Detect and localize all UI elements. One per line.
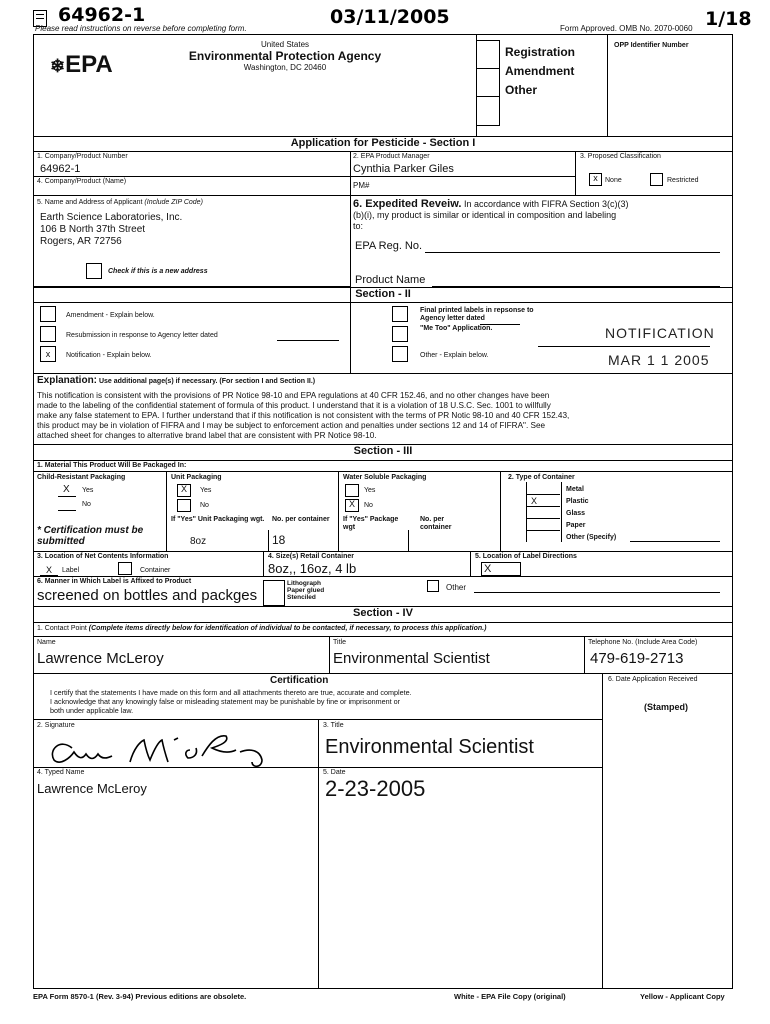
explanation-line: made to the labeling of the confidential statement of formula of this product. I understand that it is a violation of 18 U.S.C. Sec. 1001 to willfully bbox=[37, 401, 551, 410]
water-soluble-label: Water Soluble Packaging bbox=[343, 474, 427, 481]
litho-options bbox=[287, 580, 324, 601]
container-type-box bbox=[526, 482, 562, 542]
section2-title: Section - II bbox=[355, 288, 411, 300]
net-contents-label: 3. Location of Net Contents Information bbox=[37, 553, 169, 560]
type-box bbox=[476, 40, 500, 126]
company-product-number-label: 1. Company/Product Number bbox=[37, 153, 128, 160]
form-frame bbox=[33, 34, 733, 989]
resubmission-checkbox[interactable] bbox=[40, 326, 56, 342]
resubmission-label: Resubmission in response to Agency letter dated bbox=[66, 332, 218, 339]
agency-line3: Washington, DC 20460 bbox=[243, 63, 327, 72]
agency-line1: United States bbox=[260, 40, 310, 49]
section3-title: Section - III bbox=[353, 445, 413, 457]
manner-other-label: Other bbox=[446, 583, 467, 592]
no-per-container-value[interactable]: 18 bbox=[272, 533, 286, 547]
applicant-address[interactable] bbox=[40, 212, 182, 248]
litho-paper-glued: Paper glued bbox=[287, 587, 325, 594]
water-yes: Yes bbox=[364, 487, 376, 494]
explanation-line: attached sheet for changes to alterrative brand label that are consistent with PR Notice 98-10. bbox=[37, 431, 377, 440]
container-glass: Glass bbox=[566, 510, 586, 517]
option-amendment[interactable]: Amendment bbox=[505, 64, 575, 78]
unit-yes: Yes bbox=[200, 487, 212, 494]
litho-checkbox[interactable] bbox=[263, 580, 285, 606]
material-label: 1. Material This Product Will Be Packaged In: bbox=[37, 462, 187, 469]
new-address-label: Check if this is a new address bbox=[108, 268, 208, 275]
label-manner-label: 6. Manner in Which Label is Affixed to Product bbox=[37, 578, 192, 585]
sizes-label: 4. Size(s) Retail Container bbox=[268, 553, 354, 560]
contact-title-label: Title bbox=[333, 639, 346, 646]
signature-title-label: 3. Title bbox=[323, 722, 344, 729]
crp-yes-mark[interactable]: X bbox=[63, 484, 70, 495]
handwritten-date: 03/11/2005 bbox=[330, 6, 450, 28]
amendment-label: Amendment - Explain below. bbox=[66, 312, 155, 319]
label-directions-checkbox[interactable]: X bbox=[481, 562, 521, 576]
typed-name[interactable]: Lawrence McLeroy bbox=[37, 781, 147, 796]
litho-lithograph: Lithograph bbox=[287, 580, 321, 587]
signature[interactable] bbox=[40, 728, 300, 768]
certification-note: * Certification must be submitted bbox=[37, 525, 144, 547]
container-metal: Metal bbox=[566, 486, 584, 493]
footer-form-number: EPA Form 8570-1 (Rev. 3-94) Previous editions are obsolete. bbox=[33, 992, 247, 1001]
section1-title: Application for Pesticide - Section I bbox=[290, 137, 476, 149]
address-line3: Rogers, AR 72756 bbox=[40, 236, 122, 247]
other-label: Other - Explain below. bbox=[420, 352, 489, 359]
container-plastic: Plastic bbox=[566, 498, 589, 505]
stamped-label: (Stamped) bbox=[644, 702, 689, 712]
footer-white-copy: White - EPA File Copy (original) bbox=[454, 992, 566, 1001]
other-checkbox[interactable] bbox=[392, 346, 408, 362]
signature-stroke bbox=[52, 736, 262, 766]
amendment-checkbox[interactable] bbox=[40, 306, 56, 322]
certification-title: Certification bbox=[270, 675, 329, 686]
container-type-options bbox=[566, 484, 616, 544]
manner-other-field[interactable] bbox=[474, 592, 720, 593]
container-other-field[interactable] bbox=[630, 541, 720, 542]
package-weight-label: If "Yes" Package wgt bbox=[343, 516, 399, 531]
net-contents-container-option: Container bbox=[140, 567, 171, 574]
notification-checkbox[interactable]: x bbox=[40, 346, 56, 362]
epa-reg-no-label: EPA Reg. No. bbox=[355, 240, 423, 252]
certification-line: I acknowledge that any knowingly false or misleading statement may be punishable by fine or imprisonment or bbox=[50, 697, 400, 706]
crp-no: No bbox=[82, 501, 91, 508]
label-mark[interactable]: X bbox=[46, 565, 53, 575]
crp-yes: Yes bbox=[82, 487, 94, 494]
applicant-address-label: 5. Name and Address of Applicant (Include ZIP Code) bbox=[37, 199, 203, 206]
explanation-line: this product may be in violation of FIFRA and I may be subject to enforcement action and penalties under sections 12 and 14 of FIFRA". See bbox=[37, 421, 546, 430]
instructions-note: Please read instructions on reverse before completing form. bbox=[35, 24, 247, 33]
agency-line2: Environmental Protection Agency bbox=[188, 49, 382, 63]
company-product-number[interactable]: 64962-1 bbox=[40, 163, 81, 175]
date-label: 5. Date bbox=[323, 769, 346, 776]
notification-stamp: NOTIFICATION bbox=[605, 325, 715, 341]
explanation-header: Explanation: Use additional page(s) if necessary. (For section I and Section II.) bbox=[37, 375, 316, 386]
epa-reg-no-field[interactable] bbox=[425, 252, 720, 253]
product-manager-label: 2. EPA Product Manager bbox=[353, 153, 430, 160]
explanation-line: make any false statement to EPA. I further understand that if this notification is not consistent with the terms of PR Notic 98-10 and 40 CFR 152.43, bbox=[37, 411, 570, 420]
company-product-name-label: 4. Company/Product (Name) bbox=[37, 178, 127, 185]
classification-restricted: Restricted bbox=[667, 177, 699, 184]
litho-stenciled: Stenciled bbox=[287, 594, 316, 601]
agency-letter-date-field[interactable] bbox=[480, 324, 520, 325]
address-line2: 106 B North 37th Street bbox=[40, 224, 146, 235]
no-per-container-label: No. per container bbox=[272, 516, 330, 523]
unit-yes-checkbox[interactable]: X bbox=[177, 484, 191, 497]
typed-name-label: 4. Typed Name bbox=[37, 769, 85, 776]
contact-name-label: Name bbox=[37, 639, 56, 646]
certification-text bbox=[50, 688, 598, 715]
plastic-mark[interactable]: X bbox=[531, 496, 538, 506]
notification-label: Notification - Explain below. bbox=[66, 352, 152, 359]
received-stamp-date: MAR 1 1 2005 bbox=[608, 352, 710, 368]
new-address-checkbox[interactable] bbox=[86, 263, 102, 279]
handwritten-product-number: 64962-1 bbox=[58, 4, 146, 26]
handwritten-page-count: 1/18 bbox=[705, 8, 752, 30]
unit-no: No bbox=[200, 502, 209, 509]
label-manner-value[interactable]: screened on bottles and packges bbox=[37, 587, 258, 604]
address-line1: Earth Science Laboratories, Inc. bbox=[40, 212, 183, 223]
opp-identifier-label: OPP Identifier Number bbox=[614, 42, 689, 49]
footer-yellow-copy: Yellow - Applicant Copy bbox=[640, 992, 725, 1001]
net-contents-label-option: Label bbox=[62, 567, 80, 574]
unit-no-checkbox[interactable] bbox=[177, 499, 191, 512]
container-paper: Paper bbox=[566, 522, 586, 529]
signature-title[interactable]: Environmental Scientist bbox=[325, 736, 534, 758]
sizes-value[interactable]: 8oz,, 16oz, 4 lb bbox=[268, 561, 357, 576]
contact-title[interactable]: Environmental Scientist bbox=[333, 650, 490, 667]
metoo-label: "Me Too" Application. bbox=[420, 325, 493, 332]
container-type-label: 2. Type of Container bbox=[508, 474, 575, 481]
expedited-review: 6. Expedited Reveiw. In accordance with FIFRA Section 3(c)(3) (b)(i), my product is similar or identical in composition and labeling to: bbox=[353, 198, 629, 231]
classification-none-checkbox[interactable]: x bbox=[589, 173, 602, 186]
certification-line: both under applicable law. bbox=[50, 706, 134, 715]
date-received-label: 6. Date Application Received bbox=[608, 676, 698, 683]
water-no-checkbox[interactable]: X bbox=[345, 499, 359, 512]
net-contents-container-checkbox[interactable] bbox=[118, 562, 132, 575]
explanation-text bbox=[37, 391, 729, 441]
contact-point-label: 1. Contact Point (Complete items directly below for identification of individual to be contacted, if necessary, to process this application.) bbox=[37, 625, 487, 632]
phone-number[interactable]: 479-619-2713 bbox=[590, 650, 684, 667]
contact-name[interactable]: Lawrence McLeroy bbox=[37, 650, 164, 667]
water-no: No bbox=[364, 502, 373, 509]
manner-other-checkbox[interactable] bbox=[427, 580, 439, 592]
unit-weight-label: If "Yes" Unit Packaging wgt. bbox=[171, 516, 265, 523]
option-registration[interactable]: Registration bbox=[505, 45, 576, 59]
water-yes-checkbox[interactable] bbox=[345, 484, 359, 497]
option-other[interactable]: Other bbox=[505, 83, 538, 97]
signature-date[interactable]: 2-23-2005 bbox=[325, 776, 426, 801]
resubmission-date-field[interactable] bbox=[277, 340, 339, 341]
unit-packaging-label: Unit Packaging bbox=[171, 474, 222, 481]
product-manager[interactable]: Cynthia Parker Giles bbox=[353, 163, 454, 175]
agency-heading bbox=[160, 40, 410, 72]
product-name-label: Product Name bbox=[355, 274, 426, 286]
unit-weight-value[interactable]: 8oz bbox=[190, 536, 207, 547]
final-labels-checkbox[interactable] bbox=[392, 306, 408, 322]
pm-number-label: PM# bbox=[353, 181, 370, 190]
final-labels-label: Final printed labels in repsonse to Agency letter dated bbox=[420, 307, 534, 322]
omb-number: Form Approved. OMB No. 2070-0060 bbox=[560, 24, 693, 33]
classification-label: 3. Proposed Classification bbox=[580, 153, 661, 160]
signature-label: 2. Signature bbox=[37, 722, 75, 729]
epa-logo-icon: ❄ bbox=[50, 56, 66, 76]
phone-label: Telephone No. (Include Area Code) bbox=[588, 639, 698, 646]
certification-line: I certify that the statements I have made on this form and all attachments thereto are true, accurate and complete. bbox=[50, 688, 412, 697]
explanation-line: This notification is consistent with the provisions of PR Notice 98-10 and EPA regulations at 40 CFR 152.46, and no other changes have been bbox=[37, 391, 550, 400]
classification-restricted-checkbox[interactable] bbox=[650, 173, 663, 186]
water-no-per-container-label: No. per container bbox=[420, 516, 452, 531]
crp-label: Child-Resistant Packaging bbox=[37, 474, 126, 481]
metoo-checkbox[interactable] bbox=[392, 326, 408, 342]
classification-none: None bbox=[605, 177, 622, 184]
section4-title: Section - IV bbox=[353, 607, 413, 619]
label-directions-label: 5. Location of Label Directions bbox=[475, 553, 577, 560]
container-other: Other (Specify) bbox=[566, 534, 617, 541]
epa-logo: ❄EPA bbox=[50, 51, 113, 78]
